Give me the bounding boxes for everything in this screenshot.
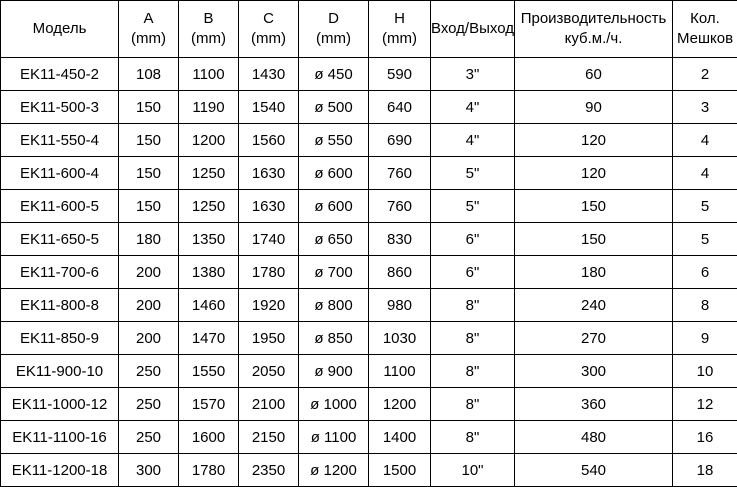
cell-model: EK11-700-6 — [1, 256, 119, 289]
cell-model: EK11-1200-18 — [1, 454, 119, 487]
table-row — [1, 322, 737, 355]
table-row — [1, 289, 737, 322]
header-a-label: A — [143, 10, 154, 27]
cell-c_mm: 1430 — [239, 58, 299, 91]
cell-bags: 10 — [673, 355, 737, 388]
cell-c_mm: 2150 — [239, 421, 299, 454]
cell-d_mm: ø 1200 — [299, 454, 369, 487]
header-capacity-label: Производительность — [520, 10, 667, 27]
cell-h_mm: 1500 — [369, 454, 431, 487]
cell-d_mm: ø 600 — [299, 157, 369, 190]
header-c-label: C — [263, 10, 274, 27]
table-row — [1, 223, 737, 256]
cell-bags: 12 — [673, 388, 737, 421]
cell-model: EK11-450-2 — [1, 58, 119, 91]
cell-a_mm: 250 — [119, 421, 179, 454]
table-row — [1, 124, 737, 157]
cell-d_mm: ø 900 — [299, 355, 369, 388]
cell-a_mm: 150 — [119, 91, 179, 124]
cell-d_mm: ø 700 — [299, 256, 369, 289]
header-inlet-outlet — [431, 1, 515, 58]
cell-d_mm: ø 650 — [299, 223, 369, 256]
cell-c_mm: 1630 — [239, 157, 299, 190]
cell-d_mm: ø 1000 — [299, 388, 369, 421]
cell-a_mm: 200 — [119, 256, 179, 289]
cell-bags: 4 — [673, 124, 737, 157]
cell-h_mm: 1100 — [369, 355, 431, 388]
header-inlet-outlet-label: Вход/Выход — [431, 20, 514, 37]
cell-capacity: 120 — [515, 157, 673, 190]
cell-inlet_outlet: 8" — [431, 322, 515, 355]
cell-c_mm: 2100 — [239, 388, 299, 421]
header-model — [1, 1, 119, 58]
cell-capacity: 540 — [515, 454, 673, 487]
cell-b_mm: 1470 — [179, 322, 239, 355]
cell-b_mm: 1550 — [179, 355, 239, 388]
cell-b_mm: 1600 — [179, 421, 239, 454]
header-c-unit: (mm) — [251, 30, 286, 47]
cell-capacity: 180 — [515, 256, 673, 289]
cell-b_mm: 1250 — [179, 157, 239, 190]
cell-b_mm: 1380 — [179, 256, 239, 289]
cell-inlet_outlet: 6" — [431, 256, 515, 289]
cell-b_mm: 1350 — [179, 223, 239, 256]
table-row — [1, 355, 737, 388]
table-row — [1, 388, 737, 421]
cell-b_mm: 1190 — [179, 91, 239, 124]
header-a-unit: (mm) — [131, 30, 166, 47]
cell-c_mm: 2350 — [239, 454, 299, 487]
cell-model: EK11-600-4 — [1, 157, 119, 190]
cell-inlet_outlet: 6" — [431, 223, 515, 256]
header-bags-label2: Мешков — [676, 30, 734, 47]
cell-d_mm: ø 1100 — [299, 421, 369, 454]
cell-a_mm: 150 — [119, 124, 179, 157]
cell-model: EK11-550-4 — [1, 124, 119, 157]
cell-inlet_outlet: 4" — [431, 91, 515, 124]
cell-a_mm: 200 — [119, 322, 179, 355]
header-capacity-unit: куб.м./ч. — [564, 30, 623, 47]
cell-c_mm: 1950 — [239, 322, 299, 355]
header-h-mm — [369, 1, 431, 58]
cell-model: EK11-650-5 — [1, 223, 119, 256]
spec-table-body — [1, 58, 737, 487]
cell-model: EK11-1000-12 — [1, 388, 119, 421]
cell-a_mm: 300 — [119, 454, 179, 487]
cell-model: EK11-600-5 — [1, 190, 119, 223]
cell-c_mm: 2050 — [239, 355, 299, 388]
table-row — [1, 157, 737, 190]
cell-inlet_outlet: 8" — [431, 421, 515, 454]
table-row — [1, 421, 737, 454]
table-row — [1, 190, 737, 223]
header-c-mm — [239, 1, 299, 58]
header-d-unit: (mm) — [316, 30, 351, 47]
header-b-label: B — [203, 10, 214, 27]
table-row — [1, 91, 737, 124]
cell-inlet_outlet: 10" — [431, 454, 515, 487]
cell-d_mm: ø 550 — [299, 124, 369, 157]
cell-h_mm: 760 — [369, 190, 431, 223]
cell-b_mm: 1780 — [179, 454, 239, 487]
cell-inlet_outlet: 8" — [431, 289, 515, 322]
cell-bags: 6 — [673, 256, 737, 289]
cell-bags: 8 — [673, 289, 737, 322]
header-model-label: Модель — [32, 20, 87, 37]
cell-model: EK11-850-9 — [1, 322, 119, 355]
cell-model: EK11-800-8 — [1, 289, 119, 322]
cell-bags: 4 — [673, 157, 737, 190]
cell-bags: 5 — [673, 223, 737, 256]
cell-h_mm: 590 — [369, 58, 431, 91]
cell-c_mm: 1560 — [239, 124, 299, 157]
header-b-unit: (mm) — [191, 30, 226, 47]
cell-h_mm: 1400 — [369, 421, 431, 454]
cell-d_mm: ø 800 — [299, 289, 369, 322]
cell-inlet_outlet: 8" — [431, 388, 515, 421]
cell-h_mm: 1200 — [369, 388, 431, 421]
cell-capacity: 120 — [515, 124, 673, 157]
cell-capacity: 270 — [515, 322, 673, 355]
cell-h_mm: 1030 — [369, 322, 431, 355]
cell-a_mm: 150 — [119, 157, 179, 190]
header-bags — [673, 1, 737, 58]
cell-h_mm: 980 — [369, 289, 431, 322]
cell-b_mm: 1100 — [179, 58, 239, 91]
cell-d_mm: ø 850 — [299, 322, 369, 355]
header-h-label: H — [394, 10, 405, 27]
cell-bags: 5 — [673, 190, 737, 223]
cell-c_mm: 1540 — [239, 91, 299, 124]
cell-b_mm: 1460 — [179, 289, 239, 322]
cell-capacity: 360 — [515, 388, 673, 421]
cell-c_mm: 1630 — [239, 190, 299, 223]
cell-capacity: 240 — [515, 289, 673, 322]
cell-bags: 2 — [673, 58, 737, 91]
cell-a_mm: 180 — [119, 223, 179, 256]
cell-h_mm: 640 — [369, 91, 431, 124]
cell-a_mm: 108 — [119, 58, 179, 91]
header-b-mm — [179, 1, 239, 58]
cell-c_mm: 1920 — [239, 289, 299, 322]
cell-capacity: 300 — [515, 355, 673, 388]
cell-b_mm: 1570 — [179, 388, 239, 421]
cell-c_mm: 1780 — [239, 256, 299, 289]
cell-h_mm: 690 — [369, 124, 431, 157]
cell-b_mm: 1200 — [179, 124, 239, 157]
cell-d_mm: ø 450 — [299, 58, 369, 91]
cell-inlet_outlet: 4" — [431, 124, 515, 157]
cell-capacity: 150 — [515, 223, 673, 256]
cell-h_mm: 860 — [369, 256, 431, 289]
cell-inlet_outlet: 5" — [431, 190, 515, 223]
cell-model: EK11-1100-16 — [1, 421, 119, 454]
cell-b_mm: 1250 — [179, 190, 239, 223]
cell-capacity: 60 — [515, 58, 673, 91]
cell-a_mm: 250 — [119, 388, 179, 421]
cell-capacity: 150 — [515, 190, 673, 223]
cell-capacity: 90 — [515, 91, 673, 124]
header-d-mm — [299, 1, 369, 58]
cell-a_mm: 200 — [119, 289, 179, 322]
spec-table-header — [1, 1, 737, 58]
cell-inlet_outlet: 3" — [431, 58, 515, 91]
cell-d_mm: ø 500 — [299, 91, 369, 124]
cell-bags: 9 — [673, 322, 737, 355]
table-row — [1, 256, 737, 289]
table-row — [1, 58, 737, 91]
cell-bags: 16 — [673, 421, 737, 454]
cell-a_mm: 250 — [119, 355, 179, 388]
header-bags-label: Кол. — [690, 10, 720, 27]
cell-inlet_outlet: 8" — [431, 355, 515, 388]
cell-capacity: 480 — [515, 421, 673, 454]
header-row — [1, 1, 737, 58]
cell-a_mm: 150 — [119, 190, 179, 223]
cell-bags: 18 — [673, 454, 737, 487]
header-h-unit: (mm) — [382, 30, 417, 47]
header-a-mm — [119, 1, 179, 58]
cell-inlet_outlet: 5" — [431, 157, 515, 190]
cell-model: EK11-900-10 — [1, 355, 119, 388]
cell-h_mm: 830 — [369, 223, 431, 256]
cell-d_mm: ø 600 — [299, 190, 369, 223]
header-capacity — [515, 1, 673, 58]
cell-c_mm: 1740 — [239, 223, 299, 256]
table-row — [1, 454, 737, 487]
cell-model: EK11-500-3 — [1, 91, 119, 124]
cell-h_mm: 760 — [369, 157, 431, 190]
cell-bags: 3 — [673, 91, 737, 124]
header-d-label: D — [328, 10, 339, 27]
